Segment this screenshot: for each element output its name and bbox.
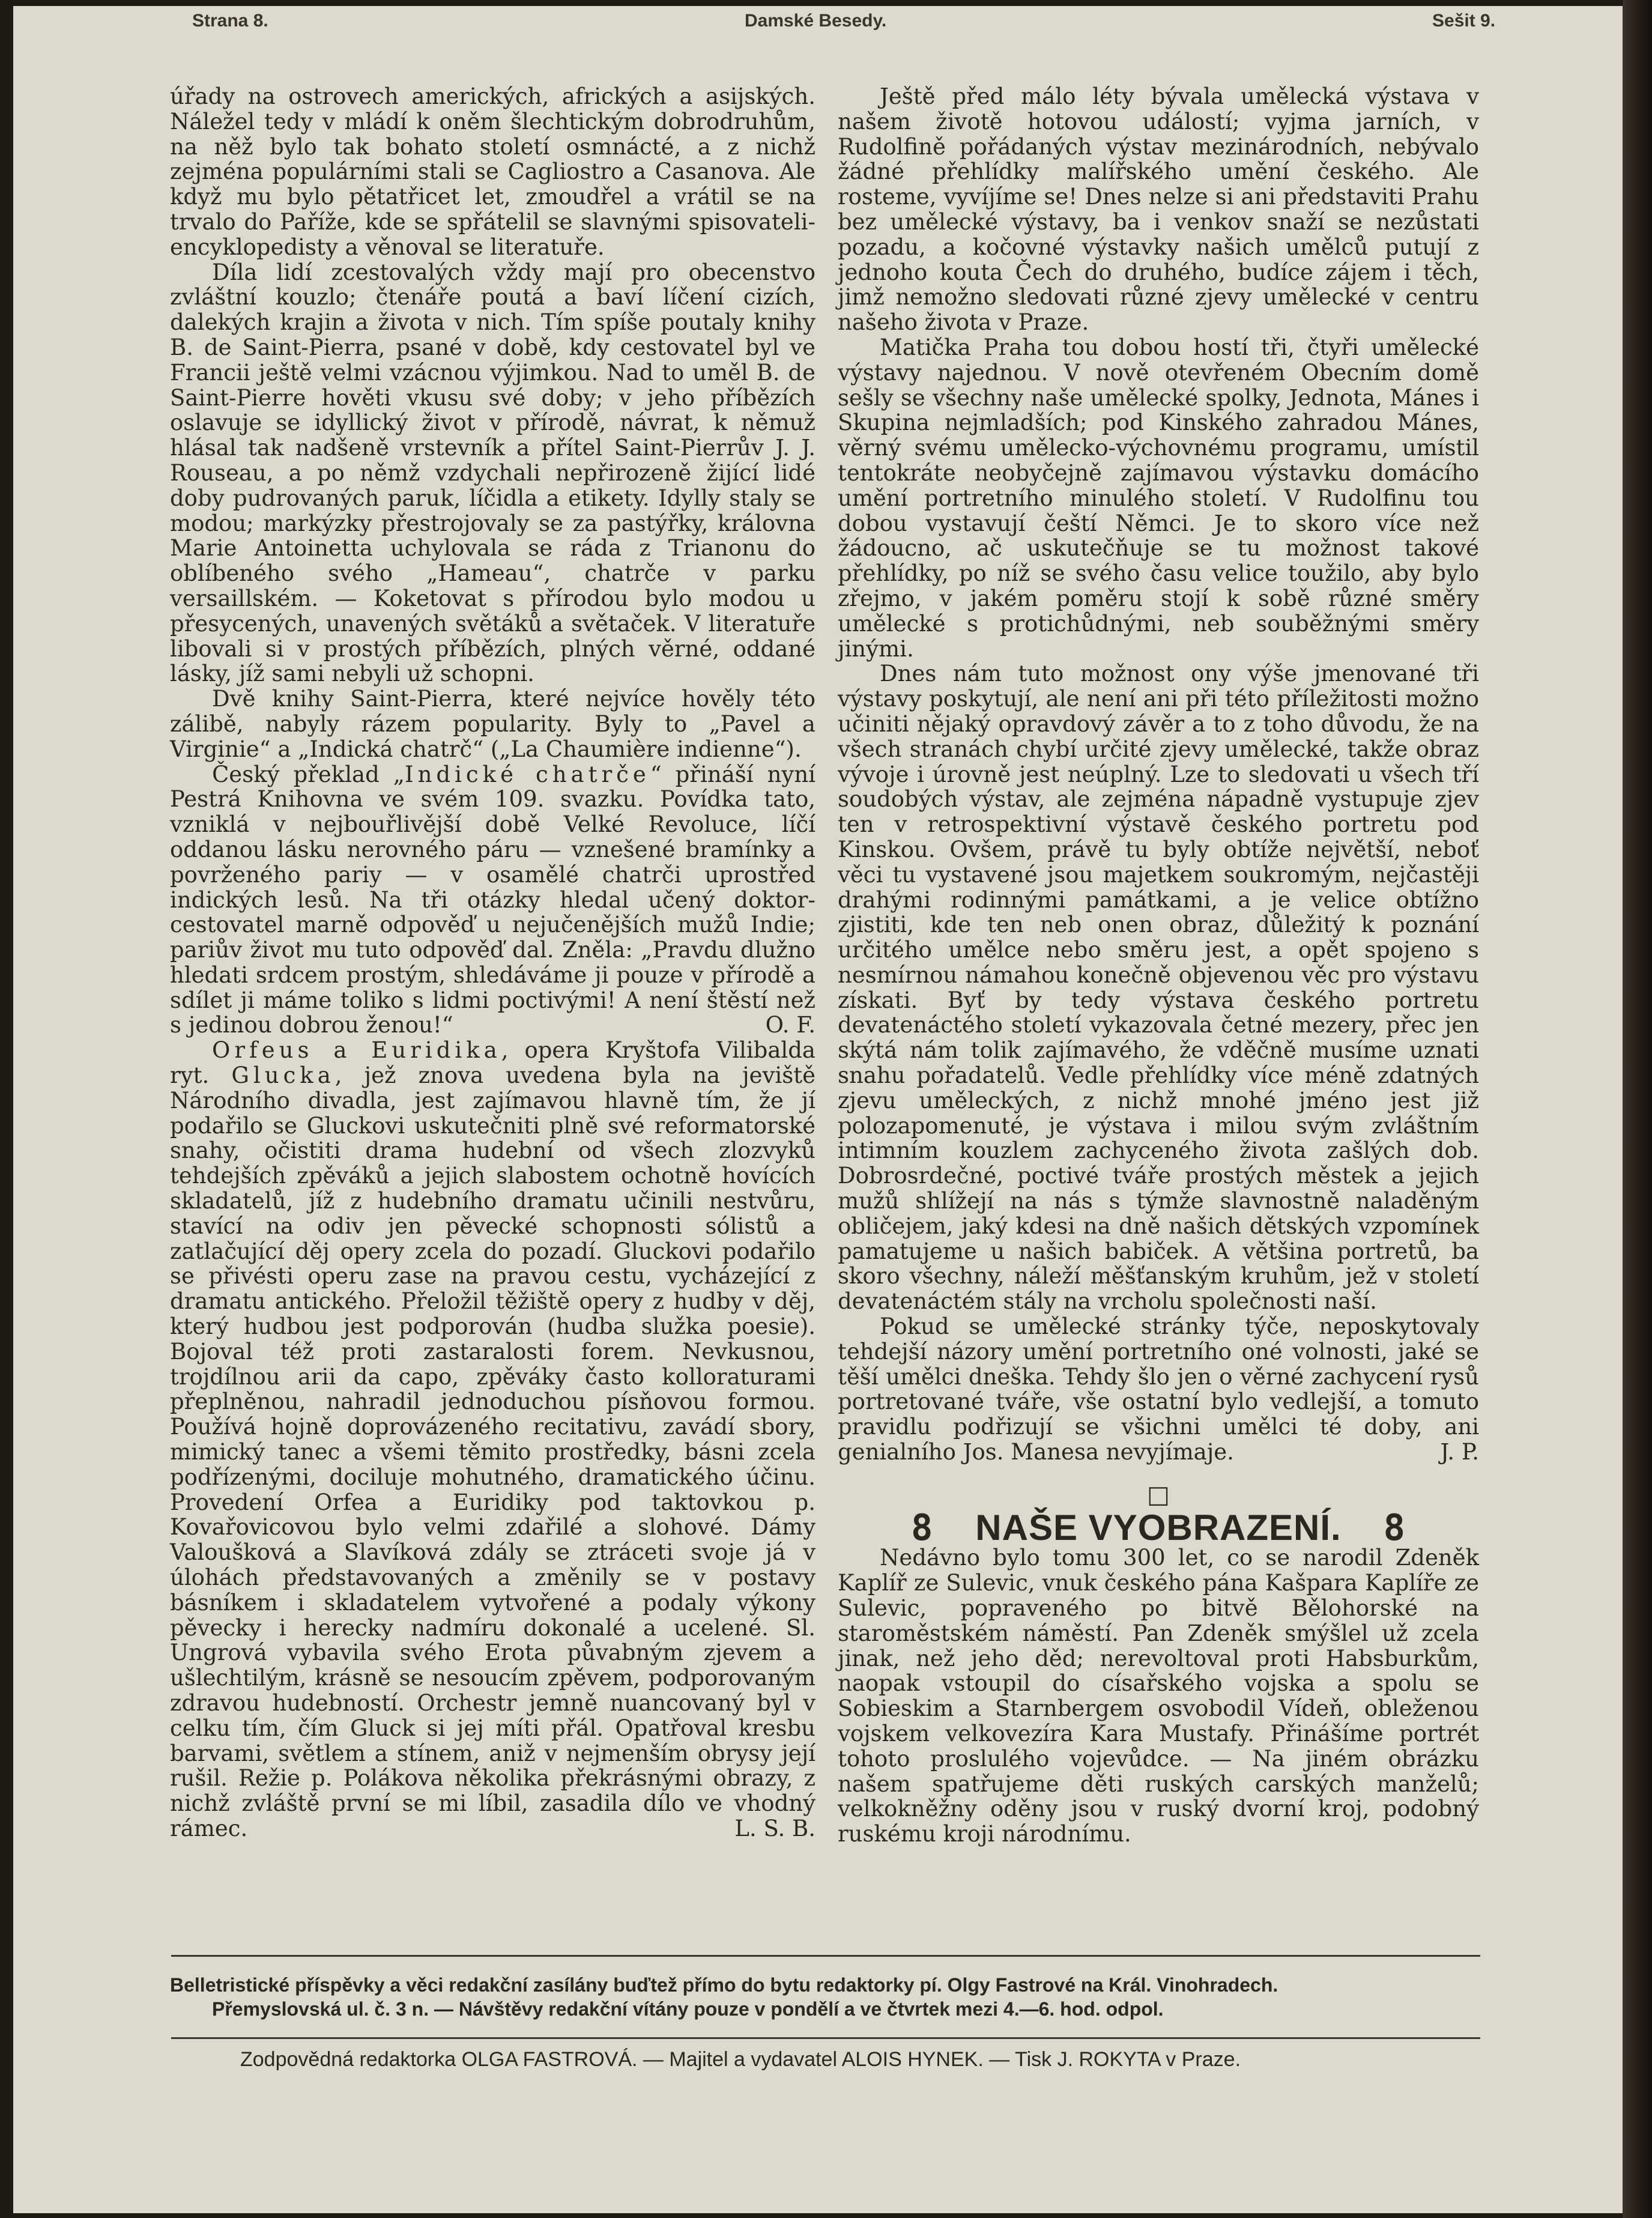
text-run: Český překlad „ xyxy=(212,761,405,787)
paragraph xyxy=(170,1038,815,1841)
left-column xyxy=(170,84,815,1841)
section-title: NAŠE VYOBRAZENÍ. xyxy=(975,1507,1342,1548)
text-run: Pokud se umělecké stránky týče, neposkytovaly tehdejší názory umění portretního oné volnosti, jaké se těší umělci dneška. Tehdy šlo jen o věrné zachycení rysů portretované tváře, vše ostatní bylo vedlejší, a tomuto pravidlu podřizují se všichni umělci té doby, ani genialního Jos. Manesa nevyjímaje. xyxy=(838,1314,1479,1465)
right-column xyxy=(838,84,1479,1847)
paragraph: Matička Praha tou dobou hostí tři, čtyři umělecké výstavy najednou. V nově otevřeném Obecním domě sešly se všechny naše umělecké spolky, Jednota, Mánes i Skupina nejmladších; pod Kinského zahradou Mánes, věrný svému umělecko-výchovnému programu, umístil tentokráte neobyčejně zajímavou výstavku domácího umění portretního minulého století. V Rudolfinu tou dobou vystavují čeští Němci. Je to skoro více než žádoucno, ač uskutečňuje se tu možnost takové přehlídky, po níž se svého času velice toužilo, aby bylo zřejmo, v jakém poměru stojí k sobě různé směry umělecké s protichůdnými, neb souběžnými směry jinými. xyxy=(838,334,1479,662)
spaced-title: Orfeus a Euridika xyxy=(212,1037,501,1064)
text-run: , opera Kryštofa Vilibalda ryt. xyxy=(170,1037,815,1089)
spaced-name: Glucka xyxy=(231,1062,335,1089)
running-head-magazine-title: Damské Besedy. xyxy=(745,11,887,31)
paragraph: Nedávno bylo tomu 300 let, co se narodil Zdeněk Kaplíř ze Sulevic, vnuk českého pána Kašpara Kaplíře ze Sulevic, popraveného po bitvě Bělohorské na staroměstském náměstí. Pan Zdeněk smýšlel už zcela jinak, než jeho děd; nerevoltoval proti Habsburkům, naopak vstoupil do císařského vojska a spolu se Sobieskim a Starnbergem osvobodil Vídeň, obleženou vojskem velkovezíra Kara Mustafy. Přinášíme portrét tohoto proslulého vojevůdce. — Na jiném obrázku našem spatřujeme děti ruských carských manželů; velkokněžny oděny jsou v ruský dvorní kroj, podobný ruskému kroji národnímu. xyxy=(838,1545,1479,1847)
text-run: “ přináší nyní Pestrá Knihovna ve svém 109. svazku. Povídka tato, vzniklá v nejbouřlivější době Velké Revoluce, líčí oddanou lásku nerovného páru — vznešené bramínky a povrženého pariy — v osamělé chatrči uprostřed indických lesů. Na tři otázky hledal učený doktor-cestovatel marně odpověď u nejučenějších mužů Indie; pariův život mu tuto odpověď dal. Zněla: „Pravdu dlužno hledati srdcem prostým, shledáváme ji pouze v přírodě a sdílet ji máme toliko s lidmi poctivými! A není štěstí než s jedinou dobrou ženou!“ xyxy=(170,761,815,1038)
paragraph: Dnes nám tuto možnost ony výše jmenované tři výstavy poskytují, ale není ani při této příležitosti možno učiniti nějaký opravdový závěr a to z toho důvodu, že na všech stranách chybí určité zjevy umělecké, takže obraz vývoje i úrovně jest neúplný. Lze to sledovati u všech tří soudobých výstav, ale zejména nápadně vystupuje zjev ten v retrospektivní výstavě českého portretu pod Kinskou. Ovšem, právě tu byly obtíže největší, neboť věci tu vystavené jsou majetkem soukromým, nejčastěji drahými rodinnými památkami, a je velice obtížno zjistiti, kde ten neb onen obraz, důležitý k poznání určitého umělce nebo směru jest, a opět spojeno s nesmírnou námahou konečně objevenou věc pro výstavu získati. Byť by tedy výstava českého portretu devatenáctého století vykazovala četné mezery, přec jen skýtá nám tolik zajímavého, že vděčně musíme uznati snahu pořadatelů. Vedle přehlídky více méně zdatných zjevu uměleckých, z nichž mnohé jméno jest již polozapomenuté, je výstava i milou svým zvláštním intimním kouzlem zachyceného života zašlých dob. Dobrosrdečné, poctivé tváře prostých městek a jejich mužů shlížejí na nás s týmže slavnostně naladěným obličejem, jaký kdesi na dně našich dětských vzpomínek pamatujeme u našich babiček. A většina portretů, ba skoro všechny, náleží měšťanským kruhům, jež v století devatenáctém stály na vrcholu společnosti naší. xyxy=(838,661,1479,1315)
running-head-issue: Sešit 9. xyxy=(1432,11,1496,31)
author-signature: J. P. xyxy=(1440,1439,1479,1465)
ornament-icon: 8 xyxy=(911,1506,934,1549)
author-signature: O. F. xyxy=(765,1012,815,1038)
paragraph: úřady na ostrovech amerických, afrických a asijských. Náležel tedy v mládí k oněm šlechtickým dobrodruhům, na něž bylo tak bohato století osmnácté, a z nichž zejména populárními stali se Cagliostro a Casanova. Ale když mu bylo pětatřicet let, zmoudřel a vrátil se na trvalo do Paříže, kde se spřátelil se slavnými spisovateli-encyklopedisty a věnoval se literatuře. xyxy=(170,83,815,260)
divider-rule xyxy=(171,2037,1480,2039)
imprint-footer: Zodpovědná redaktorka OLGA FASTROVÁ. — Majitel a vydavatel ALOIS HYNEK. — Tisk J. ROKYTA v Praze. xyxy=(240,2048,1241,2071)
paragraph xyxy=(838,1314,1479,1465)
author-signature: L. S. B. xyxy=(734,1815,815,1841)
paragraph xyxy=(170,762,815,1038)
editorial-notice xyxy=(170,1973,1479,2021)
section-heading xyxy=(838,1506,1479,1549)
paragraph: Díla lidí zcestovalých vždy mají pro obecenstvo zvláštní kouzlo; čtenáře poutá a baví líčení cizích, dalekých krajin a života v nich. Tím spíše poutaly knihy B. de Saint-Pierra, psané v době, kdy cestovatel byl ve Francii ještě velmi vzácnou výjimkou. Nad to uměl B. de Saint-Pierre hověti vkusu své doby; v jeho příbězích oslavuje se idyllický život v přírodě, návrat, k němuž hlásal tak nadšeně vrstevník a přítel Saint-Pierrův J. J. Rouseau, a po němž vzdychali nepřirozeně žijící lidé doby pudrovaných paruk, líčidla a etikety. Idylly staly se modou; markýzky přestrojovaly se za pastýřky, královna Marie Antoinetta uchylovala se ráda z Trianonu do oblíbeného svého „Hameau“, chatrče v parku versaillském. — Koketovat s přírodou bylo modou u přesycených, unavených světáků a světaček. V literatuře libovali si v prostých příbězích, plných věrné, oddané lásky, jíž sami nebyli už schopni. xyxy=(170,259,815,687)
notice-line: Přemyslovská ul. č. 3 n. — Návštěvy redakční vítány pouze v pondělí a ve čtvrtek mezi 4.—6. hod. odpol. xyxy=(212,1998,1164,2020)
text-run: , jež znova uvedena byla na jeviště Národního divadla, jest zajímavou hlavně tím, že jí podařilo se Gluckovi uskutečniti plně své reformatorské snahy, očistiti drama hudební od všech zlozvyků tehdejších zpěváků a jejich slabostem ochotně hovících skladatelů, jíž z hudebního dramatu učinili nestvůru, stavící na odiv jen pěvecké schopnosti sólistů a zatlačující děj opery zcela do pozadí. Gluckovi podařilo se přivésti operu zase na pravou cestu, vycházející z dramatu antického. Přeložil těžiště opery z hudby v děj, který hudbou jest podporován (hudba služka poesie). Bojoval též proti zastaralosti forem. Nevkusnou, trojdílnou arii da capo, zpěváky často kolloraturami přeplněnou, nahradil jednoduchou písňovou formou. Používá hojně doprovázeného recitativu, zavádí sbory, mimický tanec a všemi těmito prostředky, básni zcela podřízenými, dociluje mohutného, dramatického účinu. Provedení Orfea a Euridiky pod taktovkou p. Kovařovicovou bylo velmi zdařilé a slohové. Dámy Valoušková a Slavíková zdály se ztráceti svoje já v úlohách představovaných a změnily se v postavy básníkem i skladatelem vytvořené a podaly výkony pěvecky i herecky nadmíru dokonalé a ucelené. Sl. Ungrová vybavila svého Erota půvabným zjevem a ušlechtilým, krásně se nesoucím zpěvem, podporovaným zdravou hudebností. Orchestr jemně nuancovaný byl v celku tím, čím Gluck si jej míti přál. Opatřoval kresbu barvami, světlem a stínem, aniž v nejmenším obrysy její rušil. Režie p. Polákova několika překrásnými obrazy, z nichž zvláště první se mi líbil, zasadila dílo ve vhodný rámec. xyxy=(170,1062,815,1841)
section-separator-box: □ xyxy=(1147,1480,1170,1509)
paragraph: Ještě před málo léty bývala umělecká výstava v našem životě hotovou událostí; vyjma jarních, v Rudolfině pořádaných výstav mezinárodních, nebývalo žádné přehlídky malířského umění českého. Ale rosteme, vyvíjíme se! Dnes nelze si ani představiti Prahu bez umělecké výstavy, ba i venkov snaží se nezůstati pozadu, a kočovné výstavky našich umělců putují z jednoho kouta Čech do druhého, budíce zájem i těch, jimž nemožno sledovati různé zjevy umělecké v centru našeho života v Praze. xyxy=(838,83,1479,336)
book-spine-edge xyxy=(1623,0,1652,2218)
divider-rule xyxy=(171,1955,1480,1957)
notice-line: Belletristické příspěvky a věci redakční zasílány buďtež přímo do bytu redaktorky pí. Olgy Fastrové na Král. Vinohradech. xyxy=(170,1974,1278,1996)
running-head-page-number: Strana 8. xyxy=(192,11,268,31)
paragraph: Dvě knihy Saint-Pierra, které nejvíce hověly této zálibě, nabyly rázem popularity. Byly to „Pavel a Virginie“ a „Indická chatrč“ („La Chaumière indienne“). xyxy=(170,686,815,762)
ornament-icon: 8 xyxy=(1383,1506,1406,1549)
spaced-title: Indické chatrče xyxy=(404,761,650,787)
